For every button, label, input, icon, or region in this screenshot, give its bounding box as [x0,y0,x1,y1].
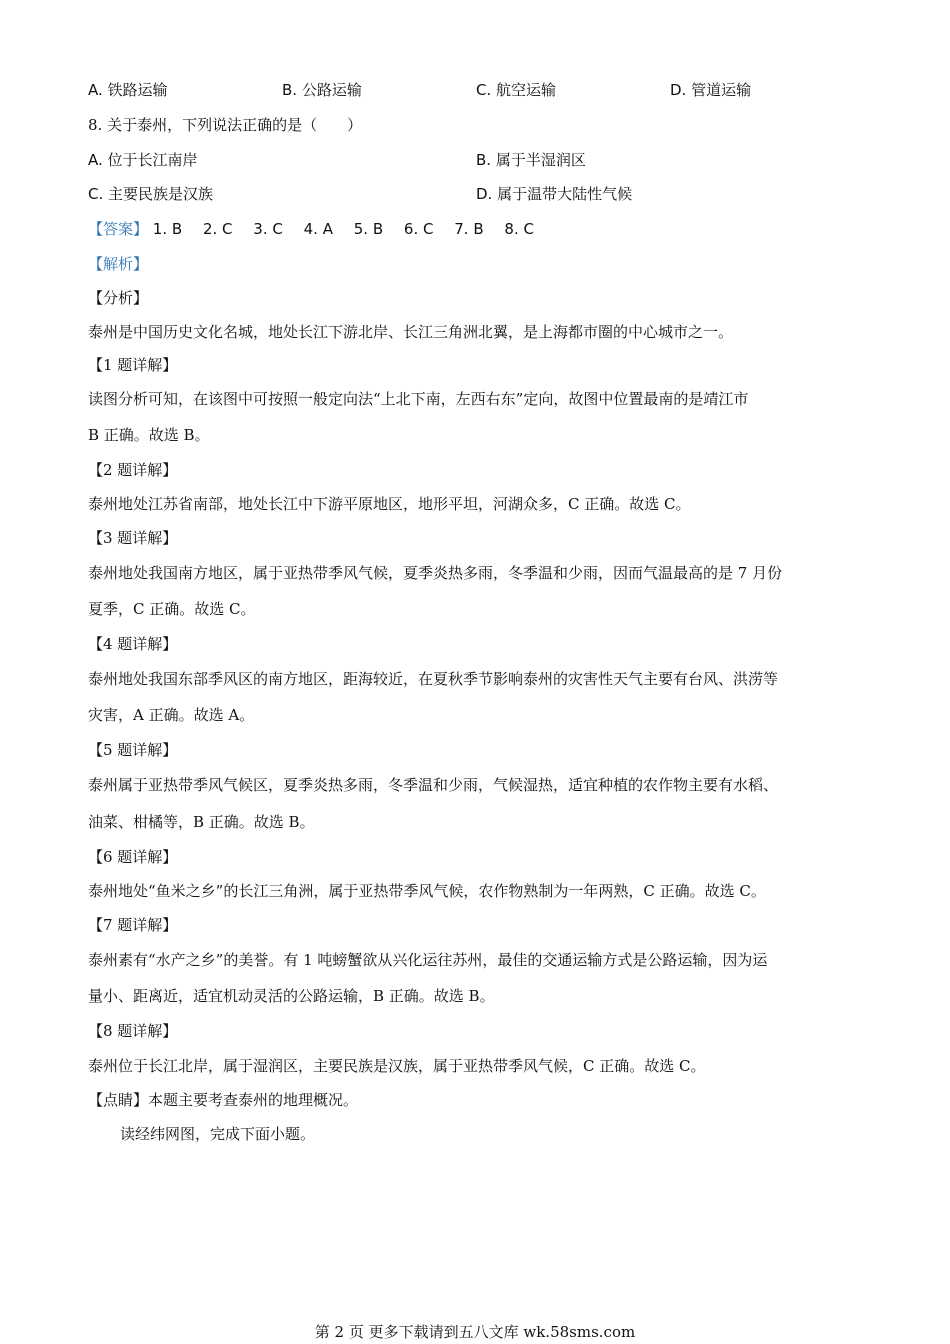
q7-option-b: B. 公路运输 [282,81,362,99]
highlight-note: 【点睛】本题主要考查泰州的地理概况。 [88,1091,359,1109]
paragraph-line: 读图分析可知，在该图中可按照一般定向法“上北下南，左西右东”定向，故图中位置最南的是靖江市 [88,390,749,408]
paragraph-line: 泰州地处我国南方地区，属于亚热带季风气候，夏季炎热多雨，冬季温和少雨，因而气温最高的是 7 月份 [88,564,783,582]
section-heading-q3: 【3 题详解】 [88,529,178,547]
section-heading-analysis: 【分析】 [88,289,149,307]
next-question-instruction: 读经纬网图，完成下面小题。 [120,1125,316,1143]
section-heading-q1: 【1 题详解】 [88,356,178,374]
analysis-tag: 【解析】 [88,255,149,273]
q8-option-d: D. 属于温带大陆性气候 [476,185,633,203]
paragraph-line: 夏季，C 正确。故选 C。 [88,600,256,618]
paragraph-line: 泰州素有“水产之乡”的美誉。有 1 吨螃蟹欲从兴化运往苏州，最佳的交通运输方式是公路运输，因为运 [88,951,768,969]
paragraph-line: 灾害，A 正确。故选 A。 [88,706,255,724]
paragraph-line: 泰州是中国历史文化名城，地处长江下游北岸、长江三角洲北翼，是上海都市圈的中心城市之一。 [88,323,734,341]
answer-item: 5. B [353,220,384,238]
answer-item: 6. C [403,220,434,238]
paragraph-line: 泰州地处“鱼米之乡”的长江三角洲，属于亚热带季风气候，农作物熟制为一年两熟，C 正确。故选 C。 [88,882,766,900]
page-footer: 第 2 页 更多下载请到五八文库 wk.58sms.com [314,1323,636,1341]
q7-option-d: D. 管道运输 [670,81,752,99]
section-heading-q7: 【7 题详解】 [88,916,178,934]
q8-option-c: C. 主要民族是汉族 [88,185,214,203]
section-heading-q5: 【5 题详解】 [88,741,178,759]
q8-stem: 8. 关于泰州，下列说法正确的是（ ） [88,116,363,134]
answer-item: 8. C [504,220,534,238]
paragraph-line: B 正确。故选 B。 [88,426,210,444]
q7-option-a: A. 铁路运输 [88,81,168,99]
q8-option-b: B. 属于半湿润区 [476,151,586,169]
answer-item: 1. B [152,220,183,238]
section-heading-q4: 【4 题详解】 [88,635,178,653]
section-heading-q6: 【6 题详解】 [88,848,178,866]
paragraph-line: 泰州属于亚热带季风气候区，夏季炎热多雨，冬季温和少雨，气候湿热，适宜种植的农作物主要有水稻、 [88,776,779,794]
answer-line [88,219,550,239]
q7-option-c: C. 航空运输 [476,81,557,99]
q8-option-a: A. 位于长江南岸 [88,151,198,169]
paragraph-line: 油菜、柑橘等，B 正确。故选 B。 [88,813,315,831]
answer-item: 2. C [202,220,233,238]
paragraph-line: 泰州地处江苏省南部，地处长江中下游平原地区，地形平坦，河湖众多，C 正确。故选 C。 [88,495,691,513]
answer-item: 3. C [253,220,283,238]
answer-item: 7. B [454,220,484,238]
paragraph-line: 泰州位于长江北岸，属于湿润区，主要民族是汉族，属于亚热带季风气候，C 正确。故选 C。 [88,1057,706,1075]
section-heading-q8: 【8 题详解】 [88,1022,178,1040]
paragraph-line: 量小、距离近，适宜机动灵活的公路运输，B 正确。故选 B。 [88,987,495,1005]
answer-item: 4. A [303,220,333,238]
answer-tag: 【答案】 [88,220,149,238]
section-heading-q2: 【2 题详解】 [88,461,178,479]
paragraph-line: 泰州地处我国东部季风区的南方地区，距海较近，在夏秋季节影响泰州的灾害性天气主要有台风、洪涝等 [88,670,779,688]
